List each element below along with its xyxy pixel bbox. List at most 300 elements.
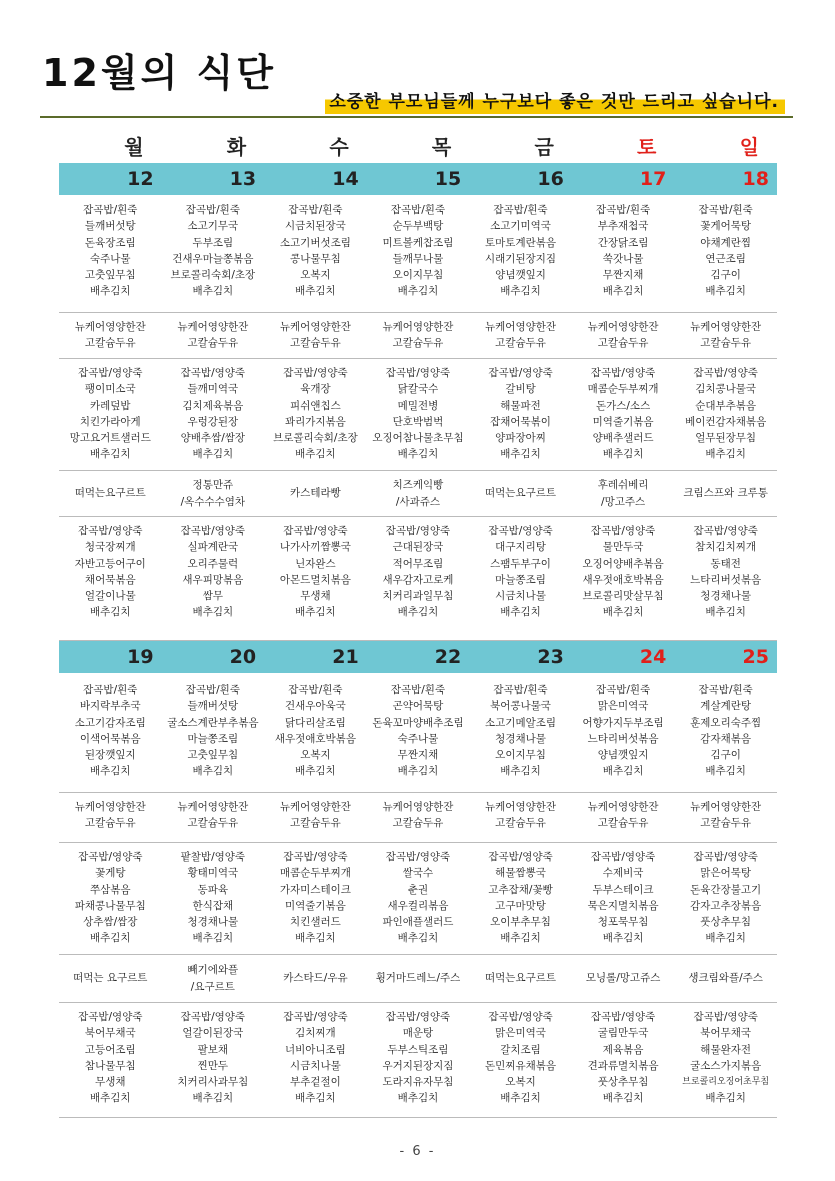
- menu-item: 잡곡밥/영양죽: [180, 525, 246, 537]
- menu-item: 뉴케어영양한잔: [279, 321, 351, 333]
- menu-item: 잡채어묵볶이: [490, 415, 551, 428]
- menu-item: 춘권: [407, 883, 429, 896]
- menu-item: 잡곡밥/영양죽: [78, 851, 143, 863]
- menu-item: 크림스프와 크루통: [683, 487, 768, 500]
- menu-item: 건새우아욱국: [284, 700, 346, 713]
- menu-item: 잡곡밥/영양죽: [590, 367, 656, 379]
- menu-item: 배추김치: [397, 932, 439, 945]
- menu-item: 맑은미역국: [597, 700, 649, 713]
- menu-item: 잡곡밥/흰죽: [185, 204, 240, 216]
- menu-item: 부추재첩국: [597, 220, 649, 233]
- menu-item: 잡곡밥/영양죽: [385, 851, 451, 863]
- menu-item: 무짠지채: [602, 269, 644, 282]
- menu-item: 들깨미역국: [187, 383, 239, 396]
- menu-item: 카스테라빵: [290, 487, 341, 500]
- menu-item: 콩나물무침: [290, 252, 341, 265]
- menu-item: 고칼슘두유: [392, 337, 444, 350]
- date-number: 12: [127, 168, 154, 190]
- menu-item: 채어묵볶음: [84, 573, 136, 586]
- menu-item: 팽이미소국: [84, 383, 136, 396]
- menu-item: 들깨무나물: [392, 252, 444, 265]
- menu-item: 청국장찌개: [84, 541, 136, 554]
- menu-item: 얼갈이나물: [84, 590, 136, 603]
- menu-item: 도라지유자무침: [382, 1076, 454, 1089]
- menu-item: 해물짬뽕국: [495, 867, 546, 880]
- menu-item: 시금치나물: [290, 1059, 341, 1072]
- menu-item: 참나물무침: [84, 1059, 136, 1072]
- menu-item: 배추김치: [705, 448, 746, 461]
- menu-item: 청경채나물: [495, 732, 546, 745]
- day-name-header: [59, 132, 777, 162]
- menu-item: 잡곡밥/흰죽: [288, 204, 343, 216]
- breakfast-cell: [162, 202, 265, 312]
- menu-item: 치킨샐러드: [290, 916, 341, 929]
- menu-item: 제육볶음: [602, 1043, 644, 1056]
- menu-item: 참치김치찌개: [695, 541, 757, 554]
- menu-item: 잡곡밥/영양죽: [283, 367, 348, 379]
- dinner-cell: [674, 523, 777, 640]
- menu-item: 동파육: [197, 883, 229, 896]
- menu-item: 동태전: [710, 557, 741, 570]
- menu-item: 뉴케어영양한잔: [279, 801, 351, 813]
- menu-item: 오이부추무침: [490, 916, 551, 929]
- menu-item: 잡곡밥/흰죽: [185, 684, 240, 696]
- menu-item: 배추김치: [89, 285, 131, 298]
- menu-item: 잡곡밥/흰죽: [493, 684, 548, 696]
- menu-item: /요구르트: [190, 980, 235, 993]
- am-snack-cell: [572, 319, 675, 358]
- menu-item: 너비아니조림: [284, 1043, 346, 1056]
- dinner-row: [59, 1003, 777, 1118]
- menu-item: 한식잡채: [192, 899, 234, 912]
- menu-item: 맑은어묵탕: [700, 867, 752, 880]
- menu-item: 뉴케어영양한잔: [382, 801, 454, 813]
- day-name: 화: [226, 135, 247, 159]
- menu-item: 양배추샐러드: [592, 432, 654, 445]
- am-snack-cell: [59, 319, 162, 358]
- pm-snack-row: [59, 471, 777, 517]
- dinner-cell: [572, 1009, 675, 1117]
- menu-item: 된장깻잎지: [84, 749, 136, 762]
- date-bar: [59, 163, 777, 195]
- menu-item: 꽃게탕: [95, 867, 126, 880]
- menu-item: 김구이: [710, 269, 741, 282]
- menu-item: 우거지된장지짐: [382, 1059, 454, 1072]
- pm-snack-cell: [264, 955, 367, 1002]
- menu-item: 배추김치: [602, 1092, 644, 1105]
- menu-item: 오이지무침: [392, 269, 444, 282]
- menu-item: 간장닭조림: [597, 236, 649, 249]
- dinner-row: [59, 517, 777, 641]
- menu-item: 고칼슘두유: [290, 817, 341, 830]
- menu-item: 배추김치: [397, 1092, 439, 1105]
- pm-snack-cell: [264, 471, 367, 516]
- date-number: 24: [639, 646, 667, 668]
- breakfast-cell: [59, 682, 162, 792]
- lunch-cell: [162, 849, 265, 954]
- dinner-cell: [469, 1009, 572, 1117]
- menu-item: 청경채나물: [187, 916, 239, 929]
- menu-item: 시금치나물: [495, 590, 546, 603]
- pm-snack-cell: [469, 955, 572, 1002]
- pm-snack-row: [59, 955, 777, 1003]
- menu-item: 떠먹는요구르트: [485, 972, 557, 985]
- menu-item: 뉴케어영양한잔: [690, 801, 762, 813]
- menu-item: 잡곡밥/흰죽: [595, 684, 651, 696]
- menu-item: 브로콜리숙회/초장: [170, 269, 256, 282]
- breakfast-cell: [674, 682, 777, 792]
- pm-snack-cell: [367, 471, 470, 516]
- menu-item: 육개장: [300, 383, 331, 396]
- menu-item: 북어무채국: [700, 1027, 752, 1040]
- menu-item: 고칼슘두유: [187, 817, 239, 830]
- menu-item: 소고기미역국: [490, 220, 551, 233]
- menu-item: 두부스테이크: [592, 883, 654, 896]
- menu-item: 피쉬앤칩스: [290, 399, 341, 412]
- menu-item: 돈육간장불고기: [690, 883, 762, 896]
- menu-item: 메밀전병: [397, 399, 439, 412]
- menu-item: 뉴케어영양한잔: [587, 801, 659, 813]
- breakfast-cell: [162, 682, 265, 792]
- menu-item: 수제비국: [602, 867, 644, 880]
- breakfast-cell: [572, 682, 675, 792]
- menu-item: 묵은지멸치볶음: [587, 899, 659, 912]
- menu-item: 잡곡밥/영양죽: [693, 851, 758, 863]
- menu-item: 두부스틱조림: [387, 1043, 449, 1056]
- menu-item: 소고기감자조림: [74, 716, 146, 729]
- menu-item: 잡곡밥/영양죽: [693, 367, 758, 379]
- menu-item: 떠먹는 요구르트: [73, 972, 148, 985]
- menu-item: 배추김치: [705, 932, 746, 945]
- dinner-cell: [264, 1009, 367, 1117]
- menu-item: 꽈리가지볶음: [284, 415, 346, 428]
- page-title: 12월의 식단: [42, 51, 276, 95]
- date-bar: [59, 641, 777, 673]
- menu-item: 배추김치: [500, 606, 541, 619]
- menu-item: 새우감자고로케: [382, 573, 454, 586]
- lunch-cell: [469, 365, 572, 470]
- menu-item: 고등어조림: [84, 1043, 136, 1056]
- menu-item: 이색어묵볶음: [79, 732, 141, 745]
- menu-item: 팔보채: [197, 1043, 229, 1056]
- am-snack-cell: [572, 799, 675, 842]
- menu-item: 풋상추무침: [700, 916, 752, 929]
- menu-item: 배추김치: [295, 765, 336, 778]
- date-number: 17: [639, 168, 667, 190]
- lunch-cell: [572, 365, 675, 470]
- menu-item: 뉴케어영양한잔: [177, 321, 249, 333]
- menu-item: 빼기에와플: [187, 964, 239, 977]
- date-number: 20: [229, 646, 257, 668]
- menu-item: 매운탕: [402, 1027, 434, 1040]
- am-snack-cell: [264, 799, 367, 842]
- menu-item: 고칼슘두유: [495, 337, 546, 350]
- menu-item: 배추김치: [602, 448, 644, 461]
- menu-item: 배추김치: [397, 448, 439, 461]
- dinner-cell: [469, 523, 572, 640]
- menu-item: 배추김치: [397, 606, 439, 619]
- menu-item: 견과류멸치볶음: [587, 1059, 659, 1072]
- menu-item: 근대된장국: [392, 541, 444, 554]
- slogan: 소중한 부모님들께 누구보다 좋은 것만 드리고 싶습니다.: [325, 90, 785, 114]
- lunch-row: [59, 843, 777, 955]
- breakfast-cell: [264, 682, 367, 792]
- menu-item: 곤약어묵탕: [392, 700, 444, 713]
- menu-item: 휭거마드레느/주스: [375, 972, 461, 985]
- menu-item: 고칼슘두유: [700, 817, 752, 830]
- menu-item: 오이지무침: [495, 749, 546, 762]
- menu-item: 배추김치: [500, 448, 541, 461]
- menu-item: 배추김치: [397, 285, 439, 298]
- menu-item: 감자채볶음: [700, 732, 752, 745]
- menu-item: 실파계란국: [187, 541, 239, 554]
- am-snack-row: [59, 793, 777, 843]
- menu-item: 닭칼국수: [397, 383, 439, 396]
- am-snack-cell: [469, 319, 572, 358]
- am-snack-cell: [162, 799, 265, 842]
- date-number: 15: [434, 168, 462, 190]
- menu-item: 찐만두: [197, 1059, 229, 1072]
- menu-item: 떠먹는요구르트: [74, 487, 146, 500]
- menu-item: 뉴케어영양한잔: [485, 801, 557, 813]
- menu-item: 잡곡밥/영양죽: [693, 1011, 758, 1023]
- menu-item: 오징어양배추볶음: [582, 557, 664, 570]
- menu-item: 배추김치: [500, 765, 541, 778]
- menu-item: 잡곡밥/영양죽: [78, 1011, 143, 1023]
- menu-item: 김구이: [710, 749, 741, 762]
- menu-item: 뉴케어영양한잔: [74, 801, 146, 813]
- pm-snack-cell: [674, 955, 777, 1002]
- date-number: 14: [332, 168, 359, 190]
- menu-item: 배추김치: [602, 765, 644, 778]
- menu-item: 고칼슘두유: [392, 817, 444, 830]
- menu-item: 쑥갓나물: [602, 252, 644, 265]
- menu-item: 고칼슘두유: [84, 337, 136, 350]
- date-number: 22: [434, 646, 462, 668]
- menu-item: 풋상추무침: [597, 1076, 649, 1089]
- pm-snack-cell: [572, 471, 675, 516]
- menu-item: 떠먹는요구르트: [485, 487, 557, 500]
- menu-item: 잡곡밥/흰죽: [493, 204, 548, 216]
- menu-item: 소고기무국: [187, 220, 239, 233]
- menu-item: 배추김치: [192, 932, 234, 945]
- menu-item: 배추김치: [602, 285, 644, 298]
- menu-item: 배추김치: [89, 932, 131, 945]
- menu-item: 뉴케어영양한잔: [177, 801, 249, 813]
- menu-item: 닌자완스: [295, 557, 336, 570]
- menu-item: 얼무된장무침: [695, 432, 757, 445]
- menu-item: 잡곡밥/영양죽: [385, 367, 451, 379]
- menu-item: 고칼슘두유: [597, 817, 649, 830]
- menu-item: 적어무조림: [392, 557, 444, 570]
- menu-item: 잡곡밥/영양죽: [78, 367, 143, 379]
- menu-item: 느타리버섯볶음: [690, 573, 762, 586]
- menu-item: 배추김치: [295, 932, 336, 945]
- lunch-row: [59, 359, 777, 471]
- breakfast-cell: [469, 202, 572, 312]
- menu-item: 뉴케어영양한잔: [74, 321, 146, 333]
- lunch-cell: [264, 849, 367, 954]
- menu-item: 건새우마늘쫑볶음: [172, 252, 254, 265]
- menu-item: 베이컨감자채볶음: [685, 415, 767, 428]
- menu-item: 나가사끼짬뽕국: [279, 541, 351, 554]
- menu-item: 새우젓애호박볶음: [582, 573, 664, 586]
- dinner-cell: [59, 523, 162, 640]
- menu-item: 양념깻잎지: [597, 749, 649, 762]
- menu-item: 파채콩나물무침: [74, 899, 146, 912]
- dinner-cell: [367, 1009, 470, 1117]
- menu-item: 쌀국수: [402, 867, 434, 880]
- page-number: - 6 -: [399, 1144, 436, 1159]
- pm-snack-cell: [162, 955, 265, 1002]
- menu-item: 숙주나물: [397, 732, 439, 745]
- menu-item: 얼갈이된장국: [182, 1027, 244, 1040]
- menu-item: 배추김치: [705, 1092, 746, 1105]
- menu-item: 소고기메알조림: [485, 716, 557, 729]
- date-number: 19: [127, 646, 154, 668]
- menu-item: 바지락부추국: [79, 700, 141, 713]
- menu-item: 고칼슘두유: [700, 337, 752, 350]
- menu-item: 숙주나물: [89, 252, 131, 265]
- menu-item: 연근조림: [705, 252, 746, 265]
- menu-item: 고칼슘두유: [290, 337, 341, 350]
- menu-item: 대구지리탕: [495, 541, 546, 554]
- menu-item: 잡곡밥/흰죽: [390, 204, 446, 216]
- dinner-cell: [162, 523, 265, 640]
- menu-item: 새우컬리볶음: [387, 899, 449, 912]
- menu-item: 맑은미역국: [495, 1027, 546, 1040]
- menu-item: 상추쌈/쌈장: [83, 916, 138, 929]
- menu-item: /망고주스: [601, 495, 646, 508]
- menu-item: 배추김치: [602, 932, 644, 945]
- lunch-cell: [469, 849, 572, 954]
- date-number: 21: [332, 646, 359, 668]
- breakfast-cell: [59, 202, 162, 312]
- menu-item: 잡곡밥/영양죽: [590, 525, 656, 537]
- day-name: 수: [329, 135, 349, 159]
- date-number: 23: [537, 646, 564, 668]
- menu-item: 배추김치: [500, 285, 541, 298]
- menu-item: 배추김치: [89, 1092, 131, 1105]
- menu-item: 배추김치: [89, 448, 131, 461]
- menu-item: 돈육장조림: [84, 236, 136, 249]
- menu-item: 두부조림: [192, 236, 234, 249]
- menu-item: 잡곡밥/영양죽: [385, 525, 451, 537]
- dinner-cell: [59, 1009, 162, 1117]
- menu-item: 쭈삼볶음: [89, 883, 131, 896]
- menu-item: 김치제육볶음: [182, 399, 244, 412]
- menu-item: 미트볼케찹조림: [382, 236, 454, 249]
- menu-item: 양파장아찌: [495, 432, 546, 445]
- day-name: 월: [124, 135, 144, 159]
- menu-item: 순두부백탕: [392, 220, 444, 233]
- menu-item: 정통만쥬: [192, 479, 234, 492]
- menu-item: 무생채: [95, 1076, 126, 1089]
- menu-item: 잡곡밥/영양죽: [283, 851, 348, 863]
- menu-item: 북어콩나물국: [490, 700, 551, 713]
- menu-item: 해물완자전: [700, 1043, 752, 1056]
- dinner-cell: [162, 1009, 265, 1117]
- menu-item: 잡곡밥/영양죽: [283, 525, 348, 537]
- lunch-cell: [367, 849, 470, 954]
- lunch-cell: [162, 365, 265, 470]
- date-number: 16: [537, 168, 564, 190]
- pm-snack-cell: [162, 471, 265, 516]
- menu-item: /옥수수수염차: [180, 495, 246, 508]
- breakfast-cell: [469, 682, 572, 792]
- lunch-cell: [59, 365, 162, 470]
- menu-item: 브로콜리오징어초무침: [682, 1077, 770, 1088]
- day-name-saturday: 토: [637, 135, 657, 159]
- menu-item: 마늘쫑조림: [495, 573, 546, 586]
- dinner-cell: [674, 1009, 777, 1117]
- menu-item: 마늘쫑조림: [187, 732, 239, 745]
- menu-item: 김치찌개: [295, 1027, 336, 1040]
- menu-item: 잡곡밥/흰죽: [698, 684, 753, 696]
- menu-item: 배추김치: [500, 1092, 541, 1105]
- menu-item: 브로콜리맛살무침: [582, 590, 664, 603]
- lunch-cell: [367, 365, 470, 470]
- menu-item: 해물파전: [500, 399, 541, 412]
- menu-item: 오복지: [505, 1076, 536, 1089]
- day-name-sunday: 일: [739, 135, 759, 159]
- dinner-cell: [264, 523, 367, 640]
- day-name: 금: [534, 135, 554, 159]
- lunch-cell: [572, 849, 675, 954]
- menu-item: 배추김치: [295, 448, 336, 461]
- menu-item: 양배추쌈/쌈장: [180, 432, 246, 445]
- menu-item: 단호박범벅: [392, 415, 444, 428]
- menu-item: 배추김치: [500, 932, 541, 945]
- menu-item: 쌈무: [202, 590, 223, 603]
- menu-item: 매콤순두부찌개: [279, 867, 351, 880]
- menu-item: 잡곡밥/흰죽: [390, 684, 446, 696]
- menu-item: 돈민찌유채볶음: [485, 1059, 557, 1072]
- am-snack-cell: [264, 319, 367, 358]
- menu-item: 청경채나물: [700, 590, 752, 603]
- menu-item: 오징어참나물초무침: [372, 432, 464, 445]
- menu-item: 소고기버섯조림: [279, 236, 351, 249]
- menu-item: 치즈케익빵: [392, 479, 444, 492]
- menu-item: 배추김치: [89, 765, 131, 778]
- menu-item: 갈비탕: [505, 383, 536, 396]
- menu-item: 치킨가라아게: [79, 415, 141, 428]
- menu-item: 오복지: [300, 749, 331, 762]
- menu-item: 배추김치: [192, 1092, 234, 1105]
- menu-item: 배추김치: [295, 285, 336, 298]
- menu-item: 어향가지두부조림: [582, 716, 664, 729]
- menu-item: 모닝롤/망고쥬스: [585, 972, 661, 985]
- menu-item: 부추겉절이: [290, 1076, 341, 1089]
- menu-item: 파인애플샐러드: [382, 916, 454, 929]
- menu-item: 고구마맛탕: [495, 899, 546, 912]
- menu-item: 잡곡밥/영양죽: [78, 525, 143, 537]
- lunch-cell: [674, 849, 777, 954]
- menu-item: 배추김치: [192, 765, 234, 778]
- menu-item: 고춧잎무침: [187, 749, 239, 762]
- menu-item: 들깨버섯탕: [84, 220, 136, 233]
- menu-item: 청포묵무침: [597, 916, 649, 929]
- menu-item: 야채계란찜: [700, 236, 752, 249]
- menu-item: 배추김치: [295, 606, 336, 619]
- menu-item: 잡곡밥/영양죽: [488, 367, 553, 379]
- menu-item: 갈치조림: [500, 1043, 541, 1056]
- menu-item: 새우피망볶음: [182, 573, 244, 586]
- menu-item: 오리주물럭: [187, 557, 239, 570]
- pm-snack-cell: [469, 471, 572, 516]
- menu-item: 물만두국: [602, 541, 644, 554]
- am-snack-cell: [367, 799, 470, 842]
